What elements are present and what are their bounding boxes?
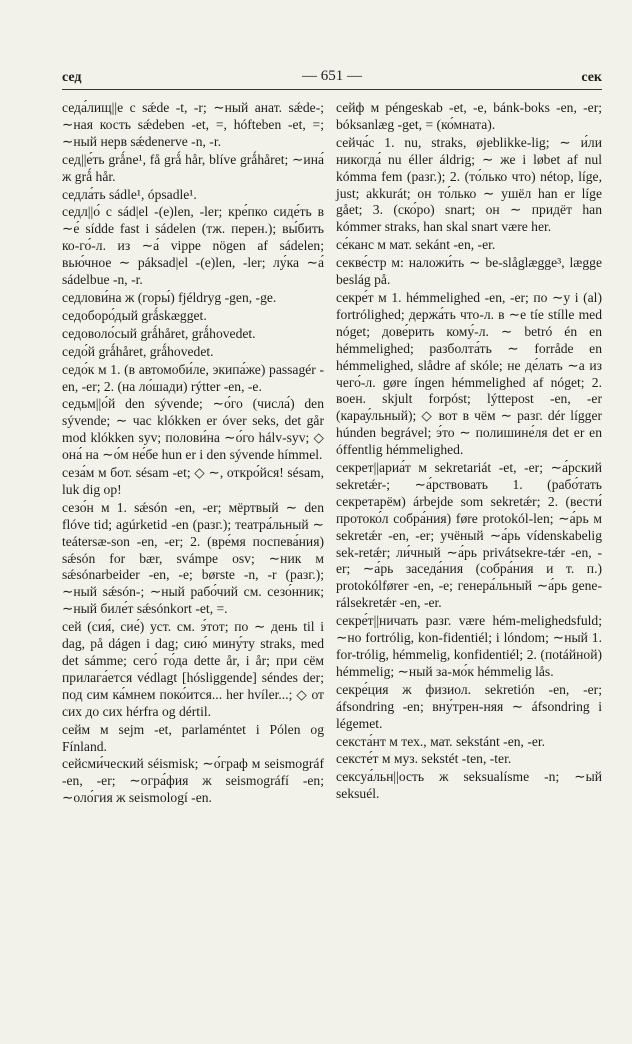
entry-sedalishche: седа́лищ||е с sǽde -t, -r; ∼ный анат. sǽde-; ∼ная кость sǽdeben -et, =, hófteben -et, =; ∼ный нерв sǽdenerve -n, -r. [62,100,324,149]
right-column [336,100,602,804]
entry-sedoborody: седоборо́дый grǻskægget. [62,307,207,323]
entry-sekstet: сексте́т м муз. sekstét -ten, -ter. [336,751,512,767]
entry-sedlo: седл||о́ с sád|el -(e)len, -ler; кре́пко сиде́ть в ∼е́ sídde fast i sádelen (тж. перен.); вы́бить ко-го́-л. из ∼а́ vippe nögen af sádelen; вью́чное ∼ páksad|el -(e)len, -ler; лу́ка ∼а́ sádelbue -n, -r. [62,204,324,288]
entry-seyf: сейф м péngeskab -et, -e, bánk-boks -en, -er; bóksanlæg -get, = (ко́мната). [336,100,602,132]
entry-sey: сей (сия́, сие́) уст. см. э́тот; по ∼ день til i dag, på dágen i dag; сию́ мину́ту straks, med det sámme; сего́ го́да dette år, i år; при сём прилага́ется védlagt [hósliggende] séndes der; под сим ка́мнем поко́ится... her hvíler...; ◇ от сих до сих hérfra og dértil. [62,619,324,719]
left-column [62,100,324,808]
entry-sedovolosy: седоволо́сый grǻhåret, grǻhovedet. [62,325,256,341]
entry-sekretariat: секрет||ариа́т м sekretariát -et, -er; ∼а́рский sekretǽr-; ∼а́рствовать 1. (рабо́тать секретарём) árbejde som sekretǽr; 2. (вести́ протоко́л собра́ния) føre protokól-len; ∼а́рь м sekretǽr -en, -er; учёный ∼а́рь vídenskabelig sek-retǽr; ли́чный ∼а́рь privátsekre-tǽr -en, -er; ∼а́рь заседа́ния (собра́ния и т. п.) protokólfører -en, -e; генера́льный ∼а́рь gene-rálsekretǽr -en, -er. [336,460,602,611]
entry-sekvestr: секве́стр м: наложи́ть ∼ be-slåglægge³, lægge beslág på. [336,255,602,288]
entry-sekans: се́канс м мат. sekánt -en, -er. [336,237,496,253]
entry-sekretnichat: секре́т||ничать разг. være hém-melighedsfuld; ∼но fortrólig, kon-fidentiél; i lóndom; ∼ный 1. for-trólig, hémmelig, konfidentiél; 2. (пotáйной) hémmelig; ∼ный за-мо́к hémmelig lås. [336,613,602,679]
entry-sedoy: седо́й grǻhåret, grǻhovedet. [62,343,214,359]
page-number: — 651 — [302,68,362,84]
entry-sekret: секре́т м 1. hémmelighed -en, -er; по ∼у i (al) fortrólighed; держа́ть что-л. в ∼е tíe stílle med nóget; дове́рить кому́-л. ∼ betró én en hémmelighed; разболта́ть ∼ forråde en hémmelighed, slådre af skóle; не де́лать ∼а из чего́-л. gøre íngen hémmelighed af nóget; 2. воен. skjult forpóst; lýttepost -en, -er (карау́льный); ◇ вот в чём ∼ разг. dér lígger húnden begrável; э́то ∼ полишине́ля det er en óffentlig hémmelighed. [336,289,602,458]
left-guide-word: сед [62,70,82,85]
entry-sedok: седо́к м 1. (в автомоби́ле, экипа́же) passagér -en, -er; 2. (на ло́шади) rýtter -en, -e. [62,361,324,394]
entry-sedlat: седла́ть sádle¹, ópsadle¹. [62,186,197,202]
entry-sezon: сезо́н м 1. sǽsón -en, -er; мёртвый ∼ den flóve tid; agúrketid -en (разг.); театра́льный ∼ teátersæ-son -en, -er; 2. (вре́мя поспева́ния) sǽsón for bær, svámpe osv; ∼ник м sǽsónarbeider -en, -e; børste -n, -r (разг.); ∼ный sǽsón-; ∼ный рабо́чий см. сезо́нник; ∼ный биле́т sǽsónkort -et, =. [62,499,324,617]
entry-sekstant: секста́нт м тех., мат. sekstánt -en, -er. [336,733,546,749]
entry-sedmoy: седьм||о́й den sývende; ∼о́го (числа́) den sývende; ∼ час klókken er óver seks, det går mod klókken syv; полови́на ∼о́го hálv-syv; ◇ она́ на ∼о́м не́бе hun er i den sývende hímmel. [62,396,324,463]
entry-seksualnost: сексуа́льн||ость ж seksualísme -n; ∼ый seksuél. [336,769,602,802]
header-rule [62,89,602,90]
right-guide-word: сек [581,70,602,85]
entry-seysmichesky: сейсми́ческий séismisk; ∼о́граф м seismográf -en, -er; ∼огра́фия ж seismográfí -en; ∼оло́гия ж seismologí -en. [62,756,324,806]
entry-seym: сейм м sejm -et, parlaméntet i Pólen og Fínland. [62,721,324,754]
entry-sekretsiya: секре́ция ж физиол. sekretión -en, -er; áfsondring -en; вну́трен-няя ∼ áfsondring i légemet. [336,681,602,731]
entry-sedlovina: седлови́на ж (горы́) fjéldryg -gen, -ge. [62,289,277,305]
entry-sezam: сеза́м м бот. sésam -et; ◇ ∼, откро́йся! sésam, luk dig op! [62,465,324,497]
entry-seychas: сейча́с 1. nu, straks, øjeblikke-lig; ∼ и́ли никогда́ nu éller áldrig; ∼ же i løbet af nul kómma fem (разг.); 2. (то́лько что) nétop, líge, just; akkurát; он то́лько ∼ ушёл han er líge gået; 3. (ско́ро) snart; он ∼ придёт han kómmer straks, han skal snart være her. [336,134,602,235]
entry-sedet: сед||е́ть grǻne¹, få grǻ hår, blíve grǻhåret; ∼ина́ ж grǻ hår. [62,151,324,184]
page-header [62,60,602,90]
